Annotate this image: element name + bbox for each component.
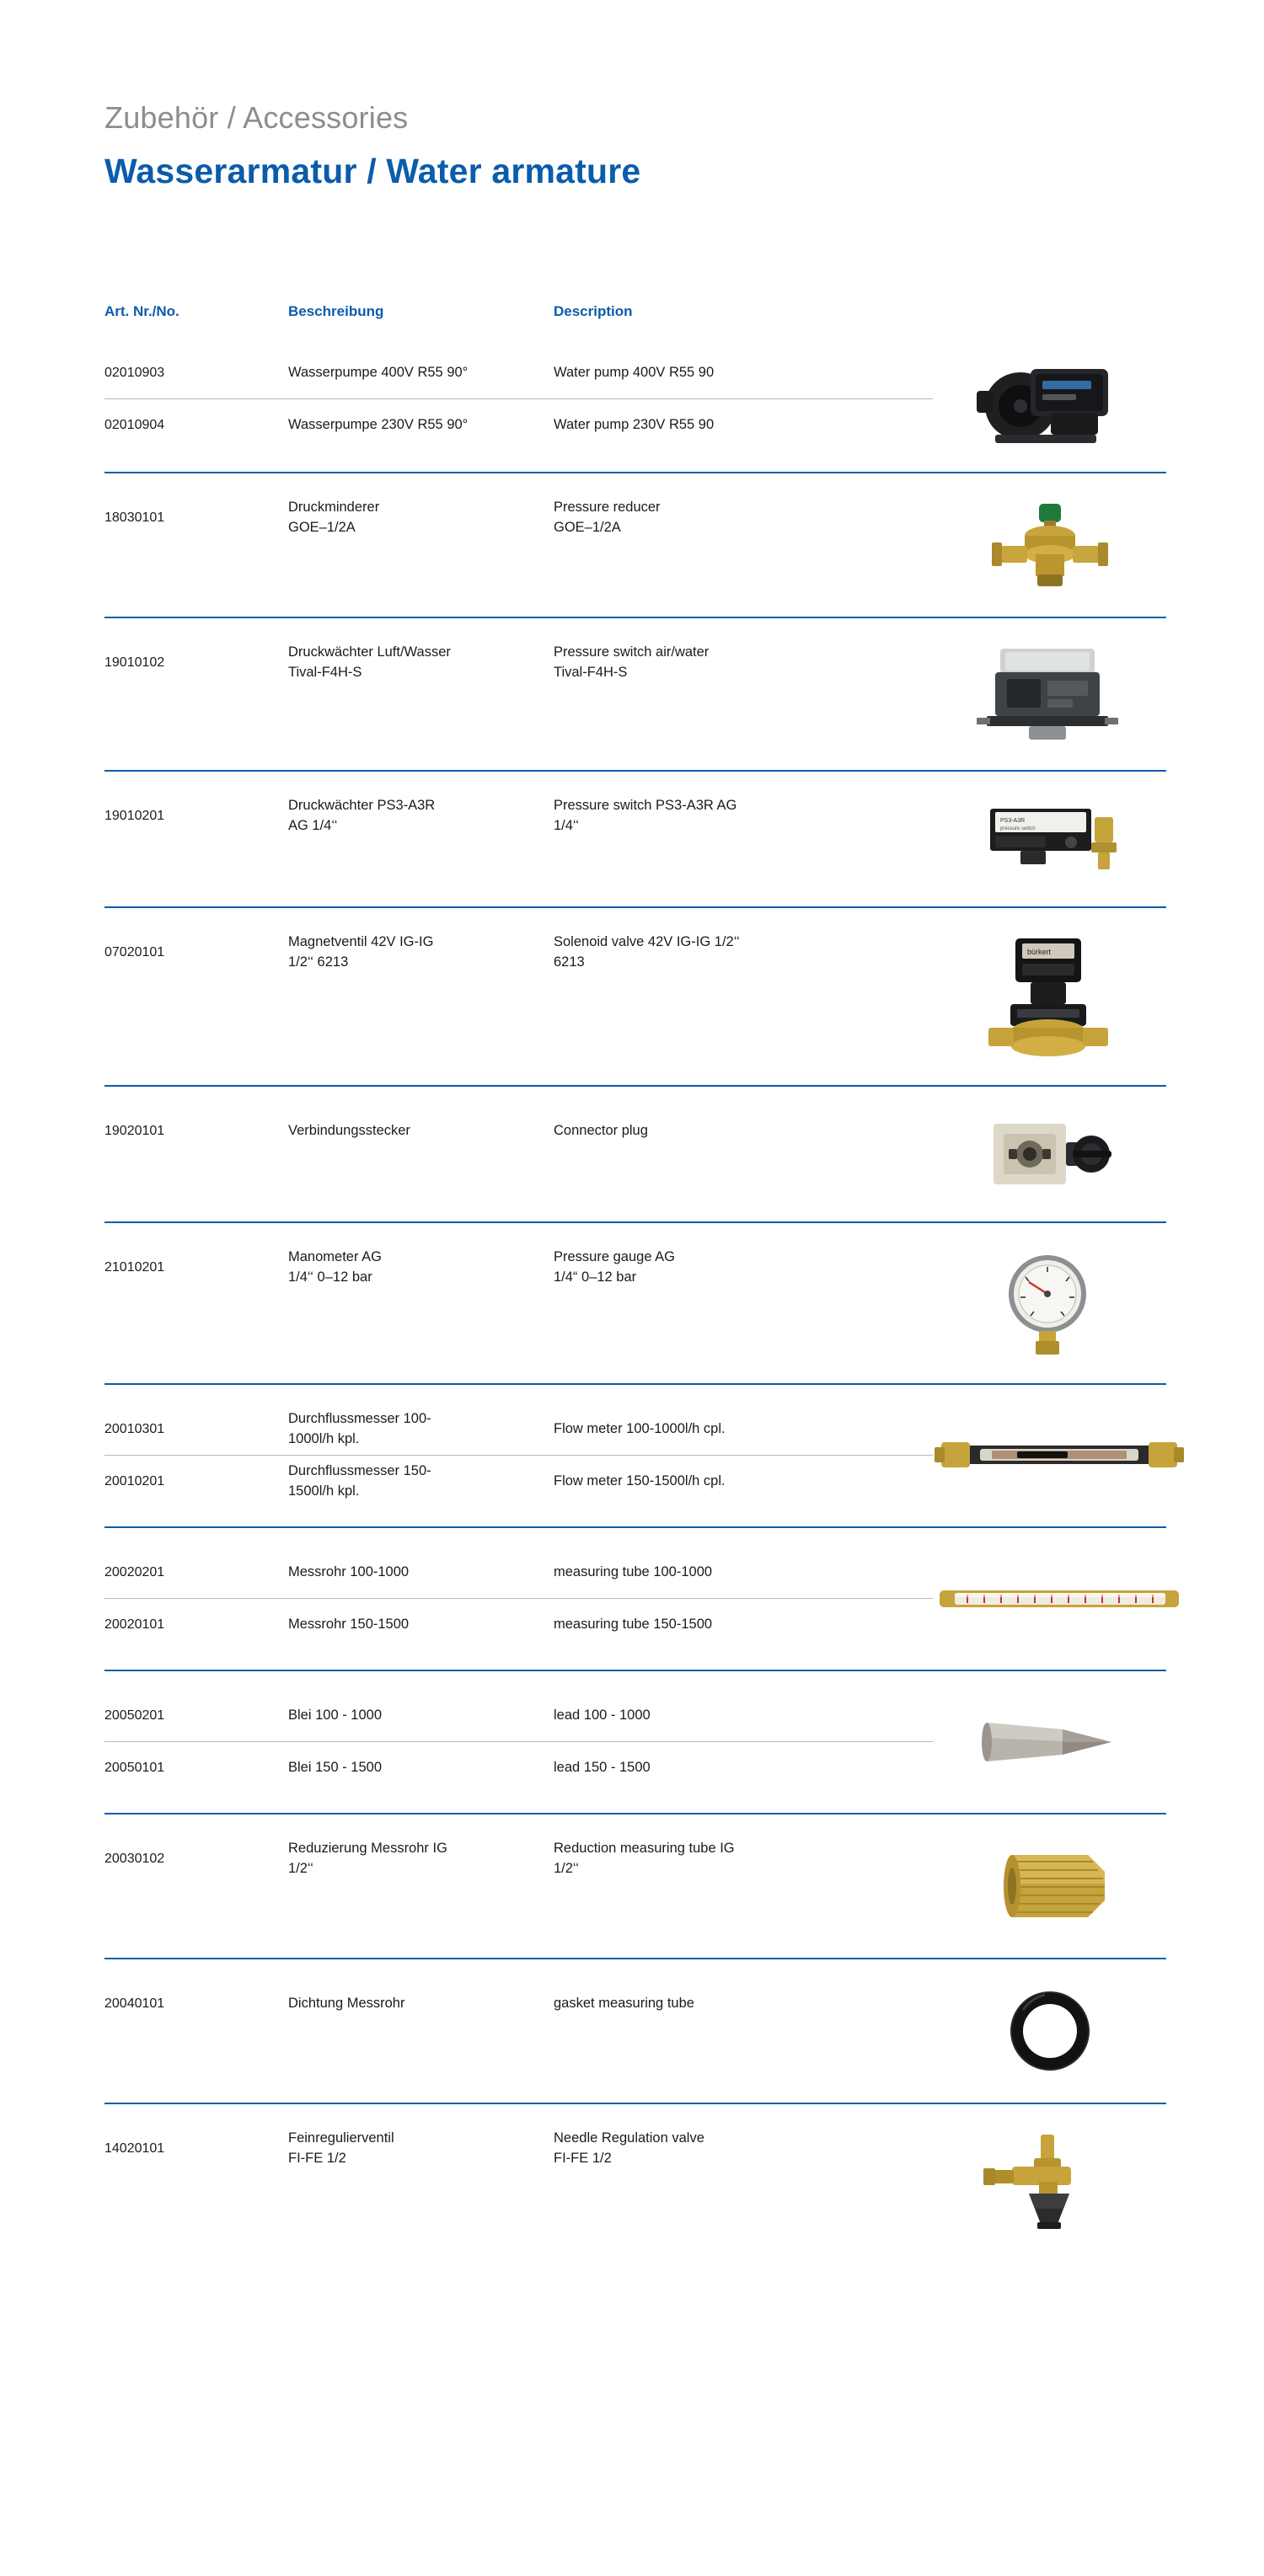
table-row[interactable] xyxy=(104,1599,933,1651)
product-rows xyxy=(104,637,933,751)
cell-description: Flow meter 100-1000l/h cpl. xyxy=(554,1420,726,1436)
product-group xyxy=(104,1221,1166,1383)
product-group xyxy=(104,329,1166,472)
cell-article-no: 20040101 xyxy=(104,1996,165,2012)
group-spacer-bottom xyxy=(104,598,1166,617)
product-rows xyxy=(104,790,933,888)
table-row[interactable] xyxy=(104,1547,933,1599)
product-group-inner xyxy=(104,2123,1166,2237)
product-group-inner xyxy=(104,492,1166,598)
column-header-description: Description xyxy=(554,303,633,319)
table-row[interactable] xyxy=(104,1978,933,2030)
product-rows xyxy=(104,347,933,453)
product-group-inner xyxy=(104,347,1166,453)
product-rows xyxy=(104,1833,933,1939)
connector-plug-image xyxy=(978,1112,1122,1196)
cell-product-image xyxy=(933,1833,1166,1939)
group-spacer-bottom xyxy=(104,1365,1166,1383)
page-header xyxy=(104,99,1166,192)
lead-float-image xyxy=(970,1704,1130,1780)
group-spacer-bottom xyxy=(104,2084,1166,2103)
column-header-article-no: Art. Nr./No. xyxy=(104,303,179,319)
accessories-table xyxy=(104,303,1166,2256)
table-row[interactable] xyxy=(104,637,933,689)
column-header-beschreibung: Beschreibung xyxy=(288,303,384,319)
cell-article-no: 14020101 xyxy=(104,2141,165,2156)
cell-beschreibung: Druckwächter Luft/Wasser Tival-F4H-S xyxy=(288,644,451,680)
table-row[interactable] xyxy=(104,1105,933,1157)
cell-product-image xyxy=(933,2123,1166,2237)
cell-beschreibung: Blei 150 - 1500 xyxy=(288,1760,382,1776)
group-spacer-bottom xyxy=(104,751,1166,770)
product-group-inner xyxy=(104,1105,1166,1203)
cell-product-image xyxy=(933,1105,1166,1203)
product-group-inner xyxy=(104,790,1166,888)
cell-product-image xyxy=(933,1690,1166,1794)
product-group-inner xyxy=(104,1690,1166,1794)
cell-beschreibung: Magnetventil 42V IG-IG 1/2‘‘ 6213 xyxy=(288,934,434,970)
group-spacer-top xyxy=(104,1087,1166,1105)
cell-beschreibung: Verbindungsstecker xyxy=(288,1123,410,1139)
group-spacer-top xyxy=(104,1814,1166,1833)
gasket-oring-image xyxy=(995,1985,1105,2077)
cell-article-no: 20020201 xyxy=(104,1564,165,1579)
product-group xyxy=(104,617,1166,770)
group-spacer-top xyxy=(104,908,1166,927)
product-group xyxy=(104,472,1166,617)
product-rows xyxy=(104,1978,933,2084)
cell-article-no: 02010904 xyxy=(104,418,165,433)
cell-article-no: 20030102 xyxy=(104,1852,165,1867)
product-group xyxy=(104,1526,1166,1670)
cell-product-image xyxy=(933,492,1166,598)
cell-description: measuring tube 150-1500 xyxy=(554,1617,713,1633)
cell-product-image xyxy=(933,1242,1166,1365)
table-header-row xyxy=(104,303,1166,329)
product-rows xyxy=(104,1242,933,1365)
product-group-inner xyxy=(104,637,1166,751)
cell-article-no: 18030101 xyxy=(104,510,165,526)
table-body xyxy=(104,329,1166,2256)
cell-beschreibung: Durchflussmesser 100- 1000l/h kpl. xyxy=(288,1410,431,1446)
product-group xyxy=(104,2103,1166,2256)
cell-beschreibung: Reduzierung Messrohr IG 1/2‘‘ xyxy=(288,1841,447,1876)
cell-product-image xyxy=(933,347,1166,453)
group-spacer-top xyxy=(104,1385,1166,1403)
product-group-inner xyxy=(104,1978,1166,2084)
group-spacer-top xyxy=(104,772,1166,790)
group-spacer-top xyxy=(104,1671,1166,1690)
table-row[interactable] xyxy=(104,2123,933,2175)
group-spacer-top xyxy=(104,473,1166,492)
cell-product-image xyxy=(933,790,1166,888)
pressure-reducer-image xyxy=(987,499,1113,591)
cell-beschreibung: Dichtung Messrohr xyxy=(288,1996,405,2012)
flow-meter-image xyxy=(933,1430,1186,1481)
cell-beschreibung: Durchflussmesser 150- 1500l/h kpl. xyxy=(288,1463,431,1499)
cell-beschreibung: Blei 100 - 1000 xyxy=(288,1707,382,1723)
group-spacer-top xyxy=(104,2104,1166,2123)
product-rows xyxy=(104,2123,933,2237)
group-spacer-bottom xyxy=(104,1508,1166,1526)
table-row[interactable] xyxy=(104,1242,933,1294)
cell-description: measuring tube 100-1000 xyxy=(554,1563,713,1579)
group-spacer-top xyxy=(104,329,1166,347)
water-pump-image xyxy=(970,354,1130,446)
cell-description: lead 150 - 1500 xyxy=(554,1760,651,1776)
cell-description: Solenoid valve 42V IG-IG 1/2‘‘ 6213 xyxy=(554,934,740,970)
table-row[interactable] xyxy=(104,1456,933,1508)
cell-description: Reduction measuring tube IG 1/2‘‘ xyxy=(554,1841,735,1876)
svg-text:bürkert: bürkert xyxy=(1026,948,1051,956)
measuring-tube-image xyxy=(933,1582,1186,1616)
cell-description: Pressure switch PS3-A3R AG 1/4‘‘ xyxy=(554,798,737,833)
svg-text:PS3-A3R: PS3-A3R xyxy=(999,818,1025,824)
page-title: Wasserarmatur / Water armature xyxy=(104,152,641,191)
cell-beschreibung: Druckwächter PS3-A3R AG 1/4‘‘ xyxy=(288,798,436,833)
table-row[interactable] xyxy=(104,790,933,842)
product-rows xyxy=(104,1403,933,1508)
cell-description: Pressure switch air/water Tival-F4H-S xyxy=(554,644,710,680)
table-row[interactable] xyxy=(104,347,933,399)
cell-product-image xyxy=(933,927,1166,1066)
cell-beschreibung: Wasserpumpe 230V R55 90° xyxy=(288,417,469,433)
product-group-inner xyxy=(104,927,1166,1066)
cell-article-no: 20010301 xyxy=(104,1421,165,1436)
cell-product-image xyxy=(933,637,1166,751)
page-kicker: Zubehör / Accessories xyxy=(104,100,409,135)
table-row[interactable] xyxy=(104,1742,933,1794)
cell-article-no: 19010102 xyxy=(104,655,165,671)
svg-text:pressure switch: pressure switch xyxy=(999,826,1036,831)
table-row[interactable] xyxy=(104,1690,933,1742)
group-spacer-bottom xyxy=(104,1939,1166,1958)
needle-regulation-valve-image xyxy=(978,2130,1122,2231)
product-rows xyxy=(104,492,933,598)
group-spacer-bottom xyxy=(104,1203,1166,1221)
product-group xyxy=(104,770,1166,906)
cell-description: Pressure reducer GOE–1/2A xyxy=(554,500,661,535)
cell-description: Flow meter 150-1500l/h cpl. xyxy=(554,1473,726,1489)
product-group-inner xyxy=(104,1242,1166,1365)
group-spacer-top xyxy=(104,1528,1166,1547)
cell-article-no: 07020101 xyxy=(104,945,165,960)
table-row[interactable] xyxy=(104,399,933,452)
product-group xyxy=(104,1958,1166,2103)
product-rows xyxy=(104,1690,933,1794)
product-group-inner xyxy=(104,1833,1166,1939)
product-group xyxy=(104,906,1166,1085)
cell-article-no: 20010201 xyxy=(104,1474,165,1489)
table-row[interactable] xyxy=(104,1403,933,1456)
cell-beschreibung: Messrohr 100-1000 xyxy=(288,1563,410,1579)
cell-beschreibung: Feinregulierventil FI-FE 1/2 xyxy=(288,2130,394,2166)
cell-article-no: 19010201 xyxy=(104,809,165,824)
table-row[interactable] xyxy=(104,927,933,979)
product-group xyxy=(104,1813,1166,1958)
product-group xyxy=(104,1670,1166,1813)
cell-product-image xyxy=(933,1403,1186,1508)
reduction-fitting-image xyxy=(970,1840,1130,1932)
pressure-gauge-image xyxy=(987,1248,1113,1358)
group-spacer-bottom xyxy=(104,1651,1166,1670)
cell-description: Pressure gauge AG 1/4“ 0–12 bar xyxy=(554,1249,676,1285)
product-group-inner xyxy=(104,1403,1166,1508)
group-spacer-top xyxy=(104,1223,1166,1242)
group-spacer-bottom xyxy=(104,453,1166,472)
group-spacer-top xyxy=(104,1959,1166,1978)
cell-beschreibung: Manometer AG 1/4‘‘ 0–12 bar xyxy=(288,1249,382,1285)
cell-description: Water pump 230V R55 90 xyxy=(554,417,715,433)
group-spacer-bottom xyxy=(104,888,1166,906)
cell-description: Needle Regulation valve FI-FE 1/2 xyxy=(554,2130,704,2166)
cell-beschreibung: Wasserpumpe 400V R55 90° xyxy=(288,364,469,380)
cell-description: lead 100 - 1000 xyxy=(554,1707,651,1723)
cell-article-no: 20050201 xyxy=(104,1708,165,1723)
product-group xyxy=(104,1383,1166,1526)
table-row[interactable] xyxy=(104,1833,933,1885)
cell-description: Water pump 400V R55 90 xyxy=(554,364,715,380)
cell-description: Connector plug xyxy=(554,1123,648,1139)
table-row[interactable] xyxy=(104,492,933,544)
group-spacer-bottom xyxy=(104,1066,1166,1085)
group-spacer-top xyxy=(104,618,1166,637)
cell-article-no: 19020101 xyxy=(104,1124,165,1139)
cell-article-no: 20020101 xyxy=(104,1617,165,1633)
group-spacer-bottom xyxy=(104,1794,1166,1813)
cell-description: gasket measuring tube xyxy=(554,1996,694,2012)
product-rows xyxy=(104,1547,933,1651)
cell-product-image xyxy=(933,1978,1166,2084)
pressure-switch-ps3-image xyxy=(970,797,1130,881)
cell-beschreibung: Messrohr 150-1500 xyxy=(288,1617,410,1633)
cell-beschreibung: Druckminderer GOE–1/2A xyxy=(288,500,380,535)
product-rows xyxy=(104,927,933,1066)
cell-article-no: 02010903 xyxy=(104,365,165,380)
group-spacer-bottom xyxy=(104,2237,1166,2256)
product-group xyxy=(104,1085,1166,1221)
cell-article-no: 21010201 xyxy=(104,1260,165,1275)
solenoid-valve-image xyxy=(978,933,1122,1060)
cell-product-image xyxy=(933,1547,1186,1651)
cell-article-no: 20050101 xyxy=(104,1761,165,1776)
pressure-switch-air-water-image xyxy=(970,644,1130,745)
product-group-inner xyxy=(104,1547,1166,1651)
product-rows xyxy=(104,1105,933,1203)
